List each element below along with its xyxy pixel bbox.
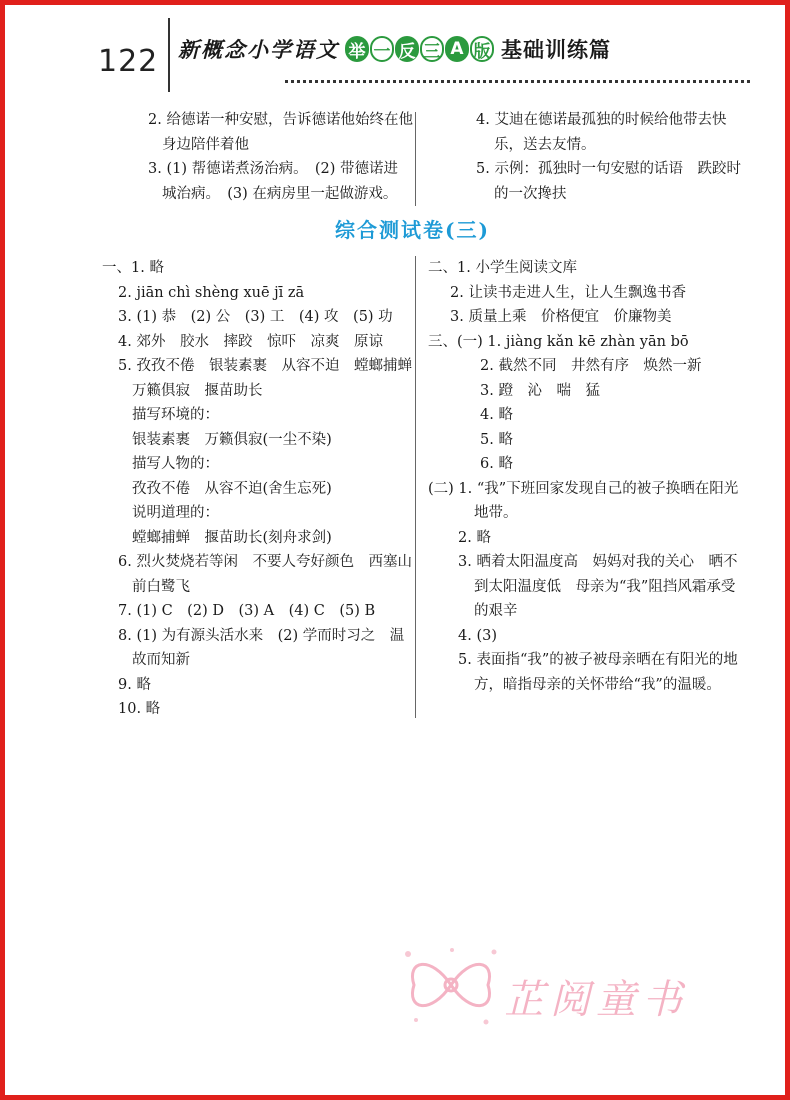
answer-line: 2. 让读书走进人生，让人生飘逸书香 [450, 284, 686, 301]
series-title: 新概念小学语文 [178, 38, 339, 62]
answers-top-left [148, 108, 413, 206]
answer-line: 三、(一) 1. jiàng kǎn kē zhàn yān bō [428, 333, 689, 350]
answer-line: 4. (3) [458, 627, 497, 644]
answer-line: (二) 1. “我”下班回家发现自己的被子换晒在阳光 [428, 480, 739, 497]
answer-line: 3. (1) 恭 (2) 公 (3) 工 (4) 攻 (5) 功 [118, 309, 393, 325]
answers-main-right [428, 256, 738, 697]
watermark-text: 芷阅童书 [504, 977, 688, 1023]
answer-line: 螳螂捕蝉 揠苗助长(刻舟求剑) [132, 529, 332, 546]
bow-icon [396, 940, 506, 1030]
answer-line: 4. 略 [480, 407, 513, 423]
answer-line: 2. jiān chì shèng xuē jī zā [118, 284, 305, 301]
badge-char: 版 [470, 36, 494, 62]
answer-line: 前白鹭飞 [132, 578, 190, 595]
answer-line: 方，暗指母亲的关怀带给“我”的温暖。 [474, 676, 721, 693]
answer-line: 城治病。 (3) 在病房里一起做游戏。 [162, 185, 398, 202]
header-dotted-rule [285, 80, 750, 83]
answer-line: 万籁俱寂 揠苗助长 [132, 382, 263, 399]
answer-line: 8. (1) 为有源头活水来 (2) 学而时习之 温 [118, 627, 405, 644]
answer-line: 描写环境的： [132, 407, 219, 423]
answer-line: 2. 截然不同 井然有序 焕然一新 [480, 358, 702, 374]
column-divider [415, 112, 416, 206]
badge-char: 举 [345, 36, 369, 62]
answer-line: 说明道理的： [132, 505, 219, 521]
answer-line: 乐，送去友情。 [494, 136, 596, 153]
answer-line: 4. 郊外 胶水 摔跤 惊吓 凉爽 原谅 [118, 333, 383, 350]
watermark [396, 940, 756, 1030]
answer-line: 孜孜不倦 从容不迫(舍生忘死) [132, 480, 332, 497]
answer-line: 5. 表面指“我”的被子被母亲晒在有阳光的地 [458, 652, 738, 668]
answer-line: 4. 艾迪在德诺最孤独的时候给他带去快 [476, 112, 727, 128]
badge-char: 三 [420, 36, 444, 62]
answer-line: 故而知新 [132, 652, 190, 668]
badge-char: A [445, 36, 469, 62]
answers-main-left [102, 256, 412, 722]
column-divider [415, 256, 416, 718]
answer-line: 5. 孜孜不倦 银装素裹 从容不迫 螳螂捕蝉 [118, 358, 412, 374]
answer-line: 银装素裹 万籁俱寂(一尘不染) [132, 431, 332, 448]
answer-line: 9. 略 [118, 676, 151, 693]
running-header [178, 34, 611, 64]
badge-char: 一 [370, 36, 394, 62]
answer-line: 5. 略 [480, 431, 513, 448]
answer-line: 10. 略 [118, 701, 161, 717]
answer-line: 3. 蹬 沁 喘 猛 [480, 382, 600, 399]
answers-top-right [476, 108, 741, 206]
answer-line: 到太阳温度低 母亲为“我”阻挡风霜承受 [474, 578, 736, 595]
answer-line: 3. 质量上乘 价格便宜 价廉物美 [450, 309, 672, 325]
answer-line: 7. (1) C (2) D (3) A (4) C (5) B [118, 603, 376, 619]
book-subtitle: 基础训练篇 [501, 38, 611, 62]
edition-badges [345, 36, 495, 62]
section-title: 综合测试卷(三) [335, 218, 490, 242]
answer-line: 二、1. 小学生阅读文库 [428, 260, 577, 276]
header-divider [168, 18, 170, 92]
answer-line: 3. (1) 帮德诺煮汤治病。 (2) 带德诺进 [148, 161, 398, 177]
answer-line: 6. 烈火焚烧若等闲 不要人夸好颜色 西塞山 [118, 554, 412, 570]
answer-line: 地带。 [474, 505, 518, 521]
answer-line: 身边陪伴着他 [162, 136, 249, 153]
answer-line: 的一次搀扶 [494, 185, 567, 202]
answer-line: 的艰辛 [474, 603, 518, 619]
answer-line: 描写人物的： [132, 456, 219, 472]
badge-char: 反 [395, 36, 419, 62]
answer-line: 3. 晒着太阳温度高 妈妈对我的关心 晒不 [458, 554, 738, 570]
answer-line: 2. 略 [458, 529, 491, 546]
answer-line: 5. 示例：孤独时一句安慰的话语 跌跤时 [476, 161, 741, 177]
answer-line: 2. 给德诺一种安慰，告诉德诺他始终在他 [148, 112, 413, 128]
page-number: 122 [98, 44, 159, 79]
answer-line: 6. 略 [480, 456, 513, 472]
answer-line: 一、1. 略 [102, 260, 164, 276]
